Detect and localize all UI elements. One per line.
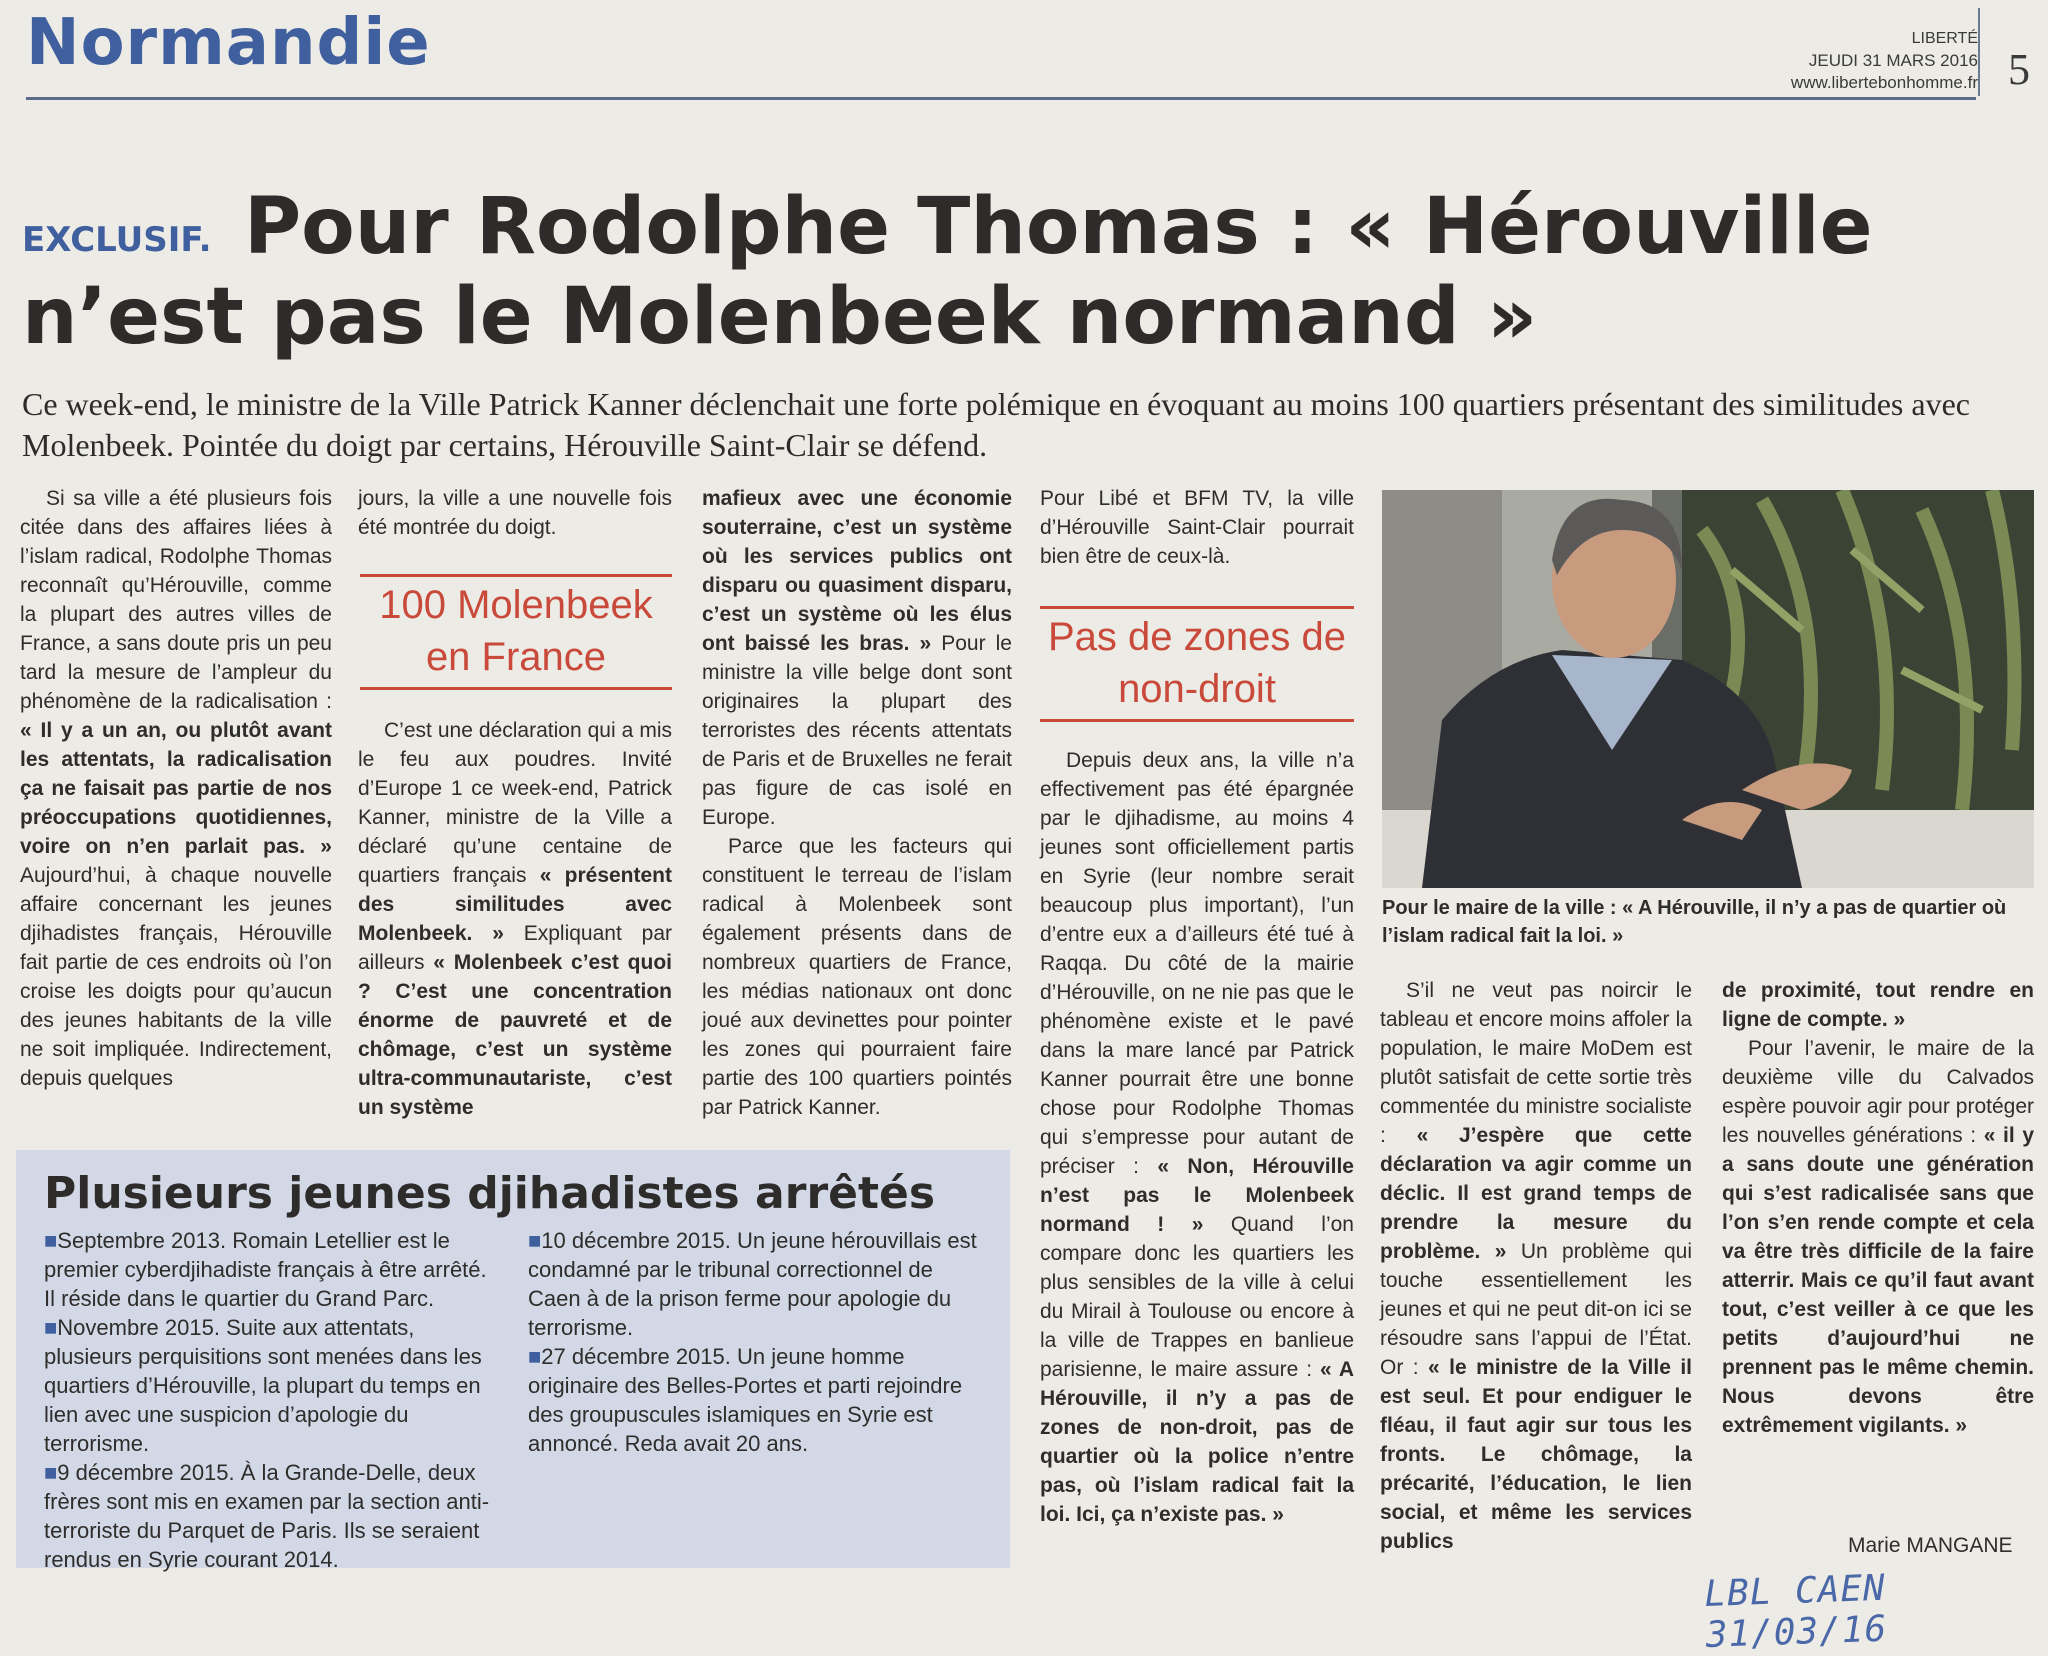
- timeline-item: [44, 1458, 494, 1574]
- quote: « Molenbeek c’est quoi ? C’est une concentration énorme de pauvreté et de chômage, c’est un système ultra-communautariste, c’est un système: [358, 951, 672, 1119]
- quote: « le ministre de la Ville il est seul. Et pour endiguer le fléau, il faut agir sur tous les fronts. Le chômage, la précarité, l’éducation, le lien social, et même les services publics: [1380, 1356, 1692, 1553]
- quote: « Non, Hérouville n’est pas le Molenbeek normand ! »: [1040, 1155, 1354, 1236]
- paragraph: Depuis deux ans, la ville n’a effectivement pas été épargnée par le djihadisme, au moins 4 jeunes sont officiellement partis en Syrie (leur nombre serait beaucoup plus important), l’un d’entre eux a d’ailleurs été tué à Raqqa. Du côté de la mairie d’Hérouville, on ne nie pas que le phénomène existe et le pavé dans la mare lancé par Patrick Kanner pourrait être une bonne chose pour Rodolphe Thomas qui s’empresse pour autant de préciser :: [1040, 749, 1354, 1178]
- article-column-4: [1040, 484, 1354, 571]
- timeline-date: 9 décembre 2015.: [57, 1460, 235, 1485]
- article-column-7: [1722, 976, 2034, 1440]
- timeline-date: Novembre 2015.: [57, 1315, 220, 1340]
- quote: « A Hérouville, il n’y a pas de zones de non-droit, pas de quartier où la police n’entre pas, où l’islam radical fait la loi. Ici, ça n’existe pas. »: [1040, 1358, 1355, 1526]
- article-column-2-lower: [358, 716, 672, 1122]
- website-link[interactable]: www.libertebonhomme.fr: [1790, 73, 1978, 92]
- paragraph: Si sa ville a été plusieurs fois citée dans des affaires liées à l’islam radical, Rodolphe Thomas reconnaît qu’Hérouville, comme la plupart des autres villes de France, a sans doute pris un peu tard la mesure de l’ampleur du phénomène de la radicalisation :: [20, 487, 332, 713]
- paragraph: Un problème qui touche essentiellement les jeunes et qui ne peut dit-on ici se résoudre sans l’appui de l’État. Or :: [1380, 1240, 1692, 1379]
- article-column-3: [702, 484, 1012, 1122]
- paragraph: C’est une déclaration qui a mis le feu aux poudres. Invité d’Europe 1 ce week-end, Patrick Kanner, ministre de la Ville a déclaré qu’une centaine de quartiers français: [358, 719, 672, 887]
- page-number: 5: [2008, 45, 2030, 94]
- quote: « J’espère que cette déclaration va agir comme un déclic. Il est grand temps de prendre la mesure du problème. »: [1380, 1124, 1692, 1263]
- quote: de proximité, tout rendre en ligne de compte. »: [1722, 979, 2034, 1031]
- quote: « présentent des similitudes avec Molenbeek. »: [358, 864, 673, 945]
- timeline-text: Un jeune homme originaire des Belles-Portes et parti rejoindre des groupuscules islamiques en Syrie est annoncé. Reda avait 20 ans.: [528, 1344, 963, 1456]
- header-rule: [26, 97, 1976, 100]
- bullet-square-icon: ■: [44, 1315, 58, 1340]
- paragraph: Pour le ministre la ville belge dont sont originaires la plupart des terroristes des récents attentats de Paris et de Bruxelles ne ferait pas figure de cas isolé en Europe.: [702, 632, 1012, 829]
- mayor-photo: [1382, 490, 2034, 888]
- sidebar-box-title: Plusieurs jeunes djihadistes arrêtés: [44, 1168, 936, 1219]
- headline: [22, 182, 2012, 362]
- paragraph: Pour Libé et BFM TV, la ville d’Hérouville Saint-Clair pourrait bien être de ceux-là.: [1040, 487, 1354, 568]
- timeline-column-1: [44, 1226, 494, 1574]
- headline-line-1: Pour Rodolphe Thomas : « Hérouville: [244, 182, 1873, 272]
- timeline-item: [44, 1313, 494, 1458]
- section-title: Normandie: [26, 6, 431, 80]
- timeline-date: Septembre 2013.: [57, 1228, 227, 1253]
- paragraph: Quand l’on compare donc les quartiers les plus sensibles de la ville à celui du Mirail à Toulouse ou encore à la ville de Trappes en banlieue parisienne, le maire assure :: [1040, 1213, 1354, 1381]
- archive-stamp: LBL CAEN 31/03/16: [1703, 1567, 1888, 1656]
- paragraph: S’il ne veut pas noircir le tableau et encore moins affoler la population, le maire MoDem est plutôt satisfait de cette sortie très commentée du ministre socialiste :: [1380, 979, 1692, 1147]
- timeline-text: Un jeune hérouvillais est condamné par le tribunal correctionnel de Caen à de la prison ferme pour apologie du terrorisme.: [528, 1228, 977, 1340]
- quote: « Il y a un an, ou plutôt avant les attentats, la radicalisation ça ne faisait pas partie de nos préoccupations quotidiennes, voire on n’en parlait pas. »: [20, 719, 332, 858]
- bullet-square-icon: ■: [44, 1228, 58, 1253]
- quote: « il y a sans doute une génération qui s’est radicalisée sans que l’on s’en rende compte et cela va être très difficile de la faire atterrir. Mais ce qu’il faut avant tout, c’est veiller à ce que les petits d’aujourd’hui ne prennent pas le même chemin. Nous devons être extrêmement vigilants. »: [1722, 1124, 2034, 1437]
- bullet-square-icon: ■: [528, 1228, 542, 1253]
- byline: Marie MANGANE: [1848, 1534, 2013, 1557]
- bullet-square-icon: ■: [44, 1460, 58, 1485]
- paragraph: Parce que les facteurs qui constituent le terreau de l’islam radical à Molenbeek sont également présents dans de nombreux quartiers de France, les médias nationaux ont donc joué aux devinettes pour pointer les zones qui pourraient faire partie des 100 quartiers pointés par Patrick Kanner.: [702, 835, 1012, 1119]
- timeline-item: [44, 1226, 494, 1313]
- headline-line-2: n’est pas le Molenbeek normand »: [22, 272, 1538, 362]
- paragraph: Pour l’avenir, le maire de la deuxième ville du Calvados espère pouvoir agir pour protéger les nouvelles générations :: [1722, 1037, 2034, 1147]
- article-column-4-lower: [1040, 746, 1354, 1529]
- issue-date: JEUDI 31 MARS 2016: [1808, 51, 1978, 70]
- article-column-6: [1380, 976, 1692, 1556]
- timeline-column-2: [528, 1226, 978, 1458]
- timeline-date: 27 décembre 2015.: [541, 1344, 731, 1369]
- article-column-2: [358, 484, 672, 542]
- photo-caption: Pour le maire de la ville : « A Hérouville, il n’y a pas de quartier où l’islam radical fait la loi. »: [1382, 897, 2007, 947]
- standfirst: Ce week-end, le ministre de la Ville Patrick Kanner déclenchait une forte polémique en évoquant au moins 100 quartiers présentant des similitudes avec Molenbeek. Pointée du doigt par certains, Hérouville Saint-Clair se défend.: [22, 386, 1970, 463]
- bullet-square-icon: ■: [528, 1344, 542, 1369]
- article-column-1: [20, 484, 332, 1093]
- header-divider: [1978, 8, 1980, 96]
- timeline-text: Romain Letellier est le premier cyberdjihadiste français à être arrêté. Il réside dans le quartier du Grand Parc.: [44, 1228, 487, 1311]
- quote: mafieux avec une économie souterraine, c’est un système où les services publics ont disparu ou quasiment disparu, c’est un système où les élus ont baissé les bras. »: [702, 487, 1012, 655]
- timeline-date: 10 décembre 2015.: [541, 1228, 731, 1253]
- kicker: EXCLUSIF.: [22, 220, 212, 260]
- paragraph: jours, la ville a une nouvelle fois été montrée du doigt.: [358, 487, 672, 539]
- publication-name: LIBERTÉ: [1911, 30, 1978, 47]
- timeline-item: [528, 1342, 978, 1458]
- timeline-item: [528, 1226, 978, 1342]
- paragraph: Aujourd’hui, à chaque nouvelle affaire concernant les jeunes djihadistes français, Hérouville fait partie de ces endroits où l’on croise les doigts pour qu’aucun des jeunes habitants de la ville ne soit impliquée. Indirectement, depuis quelques: [20, 864, 332, 1090]
- paragraph: Expliquant par ailleurs: [358, 922, 672, 974]
- subhead-100-molenbeek: 100 Molenbeek en France: [360, 574, 672, 690]
- subhead-pas-de-zones: Pas de zones de non-droit: [1040, 606, 1354, 722]
- timeline-text: Suite aux attentats, plusieurs perquisitions sont menées dans les quartiers d’Hérouville, la plupart du temps en lien avec une suspicion d’apologie du terrorisme.: [44, 1315, 482, 1456]
- masthead: [1791, 28, 1978, 94]
- photo-illustration: [1382, 490, 2034, 888]
- timeline-text: À la Grande-Delle, deux frères sont mis en examen par la section anti-terroriste du Parquet de Paris. Ils se seraient rendus en Syrie courant 2014.: [44, 1460, 490, 1572]
